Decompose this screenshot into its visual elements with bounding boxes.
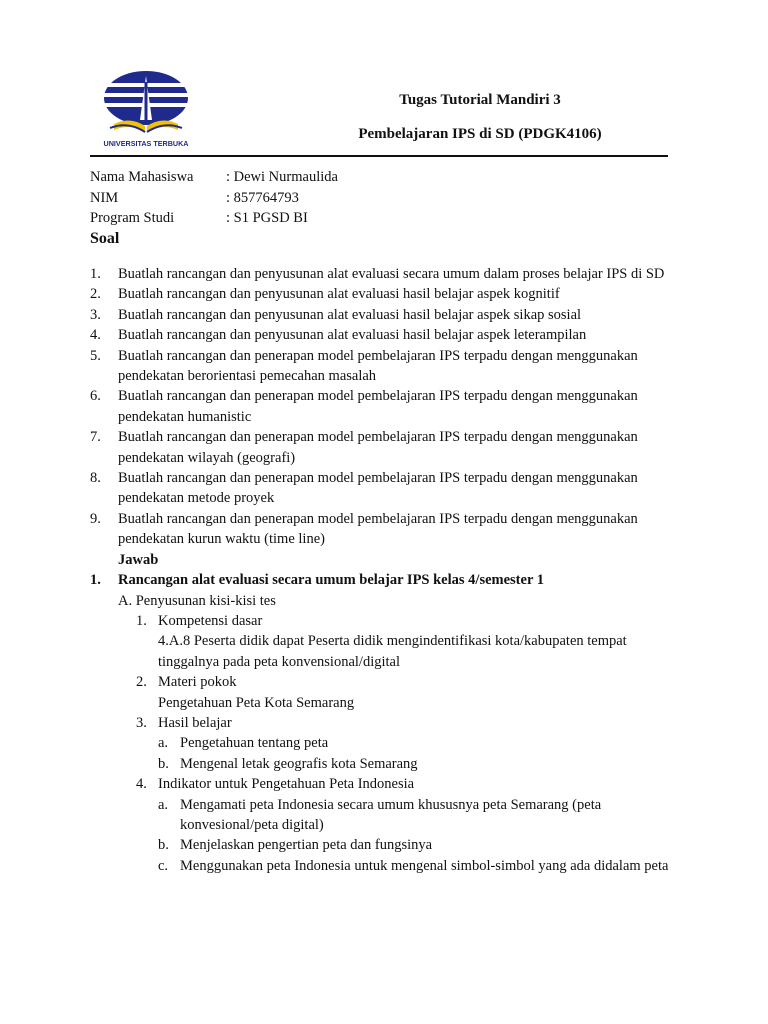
answer-list-item <box>90 713 670 733</box>
list-number: 3. <box>136 714 147 731</box>
list-text: Mengenal letak geografis kota Semarang <box>180 755 418 772</box>
logo-text: UNIVERSITAS TERBUKA <box>103 139 189 148</box>
question-number: 4. <box>90 327 101 344</box>
question-number: 6. <box>90 388 101 405</box>
header-divider <box>90 155 668 157</box>
question-text: Buatlah rancangan dan penyusunan alat evaluasi secara umum dalam proses belajar IPS di SD <box>118 266 665 282</box>
answer-sublist-item <box>90 733 670 753</box>
info-value: : Dewi Nurmaulida <box>226 169 338 185</box>
student-info-row <box>90 208 338 229</box>
student-info-row <box>90 188 338 209</box>
document-subtitle: Pembelajaran IPS di SD (PDGK4106) <box>358 126 602 142</box>
list-label: Indikator untuk Pengetahuan Peta Indonesia <box>158 776 415 793</box>
list-text: Pengetahuan tentang peta <box>180 735 329 752</box>
answer-sublist-item <box>90 754 670 774</box>
answer-sublist-item <box>90 795 670 836</box>
list-text: Mengamati peta Indonesia secara umum khususnya peta Semarang (peta konvesional/peta digital) <box>180 796 602 833</box>
answer-paragraph: Pengetahuan Peta Kota Semarang <box>158 694 355 711</box>
info-label: Nama Mahasiswa <box>90 169 194 185</box>
question-text: Buatlah rancangan dan penerapan model pembelajaran IPS terpadu dengan menggunakan pendekatan humanistic <box>118 388 638 425</box>
question-item <box>90 264 670 284</box>
info-value: : S1 PGSD BI <box>226 210 308 226</box>
list-label: Materi pokok <box>158 674 237 691</box>
question-number: 2. <box>90 286 101 303</box>
student-info-row <box>90 167 338 188</box>
list-letter: a. <box>158 735 169 752</box>
university-logo-icon <box>96 68 196 152</box>
question-item <box>90 284 670 304</box>
answer-paragraph: 4.A.8 Peserta didik dapat Peserta didik mengindentifikasi kota/kabupaten tempat tinggalnya pada peta konvensional/digital <box>158 633 627 670</box>
answer-section-title: Rancangan alat evaluasi secara umum belajar IPS kelas 4/semester 1 <box>118 572 544 589</box>
question-text: Buatlah rancangan dan penerapan model pembelajaran IPS terpadu dengan menggunakan pendekatan kurun waktu (time line) <box>118 510 638 548</box>
question-text: Buatlah rancangan dan penyusunan alat evaluasi hasil belajar aspek sikap sosial <box>118 306 582 323</box>
list-text: Menggunakan peta Indonesia untuk mengenal simbol-simbol yang ada didalam peta <box>180 857 669 874</box>
question-text: Buatlah rancangan dan penerapan model pembelajaran IPS terpadu dengan menggunakan pendekatan metode proyek <box>118 470 638 507</box>
question-item <box>90 325 670 345</box>
question-number: 1. <box>90 266 101 282</box>
question-number: 9. <box>90 510 101 527</box>
list-number: 2. <box>136 674 147 691</box>
question-text: Buatlah rancangan dan penerapan model pembelajaran IPS terpadu dengan menggunakan pendekatan berorientasi pemecahan masalah <box>118 347 638 385</box>
question-item <box>90 468 670 509</box>
answer-list-item <box>90 672 670 692</box>
info-label: Program Studi <box>90 210 175 226</box>
student-info <box>90 167 338 229</box>
university-logo <box>96 68 196 152</box>
subsection-heading: A. Penyusunan kisi-kisi tes <box>118 592 276 609</box>
list-letter: a. <box>158 796 169 813</box>
answer-list-item <box>90 774 670 794</box>
soal-heading: Soal <box>90 230 120 247</box>
list-label: Kompetensi dasar <box>158 612 263 629</box>
document-title: Tugas Tutorial Mandiri 3 <box>399 92 561 108</box>
list-letter: b. <box>158 755 169 772</box>
list-number: 1. <box>136 612 147 629</box>
question-text: Buatlah rancangan dan penyusunan alat evaluasi hasil belajar aspek kognitif <box>118 286 560 303</box>
list-label: Hasil belajar <box>158 714 232 731</box>
answer-section-number: 1. <box>90 572 101 589</box>
question-item <box>90 427 670 468</box>
question-number: 5. <box>90 347 101 364</box>
list-number: 4. <box>136 776 147 793</box>
info-value: : 857764793 <box>226 189 299 206</box>
answer-list-item <box>90 611 670 631</box>
list-letter: c. <box>158 857 169 874</box>
question-text: Buatlah rancangan dan penyusunan alat evaluasi hasil belajar aspek leterampilan <box>118 327 587 344</box>
question-item <box>90 509 670 550</box>
question-item <box>90 346 670 387</box>
answer-sublist-item <box>90 835 670 855</box>
list-letter: b. <box>158 837 169 854</box>
document-body <box>90 264 670 876</box>
question-text: Buatlah rancangan dan penerapan model pembelajaran IPS terpadu dengan menggunakan pendekatan wilayah (geografi) <box>118 429 638 466</box>
info-label: NIM <box>90 189 119 206</box>
list-text: Menjelaskan pengertian peta dan fungsinya <box>180 837 433 854</box>
question-number: 7. <box>90 429 101 446</box>
answer-sublist-item <box>90 856 670 876</box>
answer-section-heading <box>90 570 670 590</box>
jawab-heading: Jawab <box>118 551 159 568</box>
question-number: 8. <box>90 470 101 487</box>
question-number: 3. <box>90 306 101 323</box>
question-item <box>90 305 670 325</box>
question-item <box>90 386 670 427</box>
